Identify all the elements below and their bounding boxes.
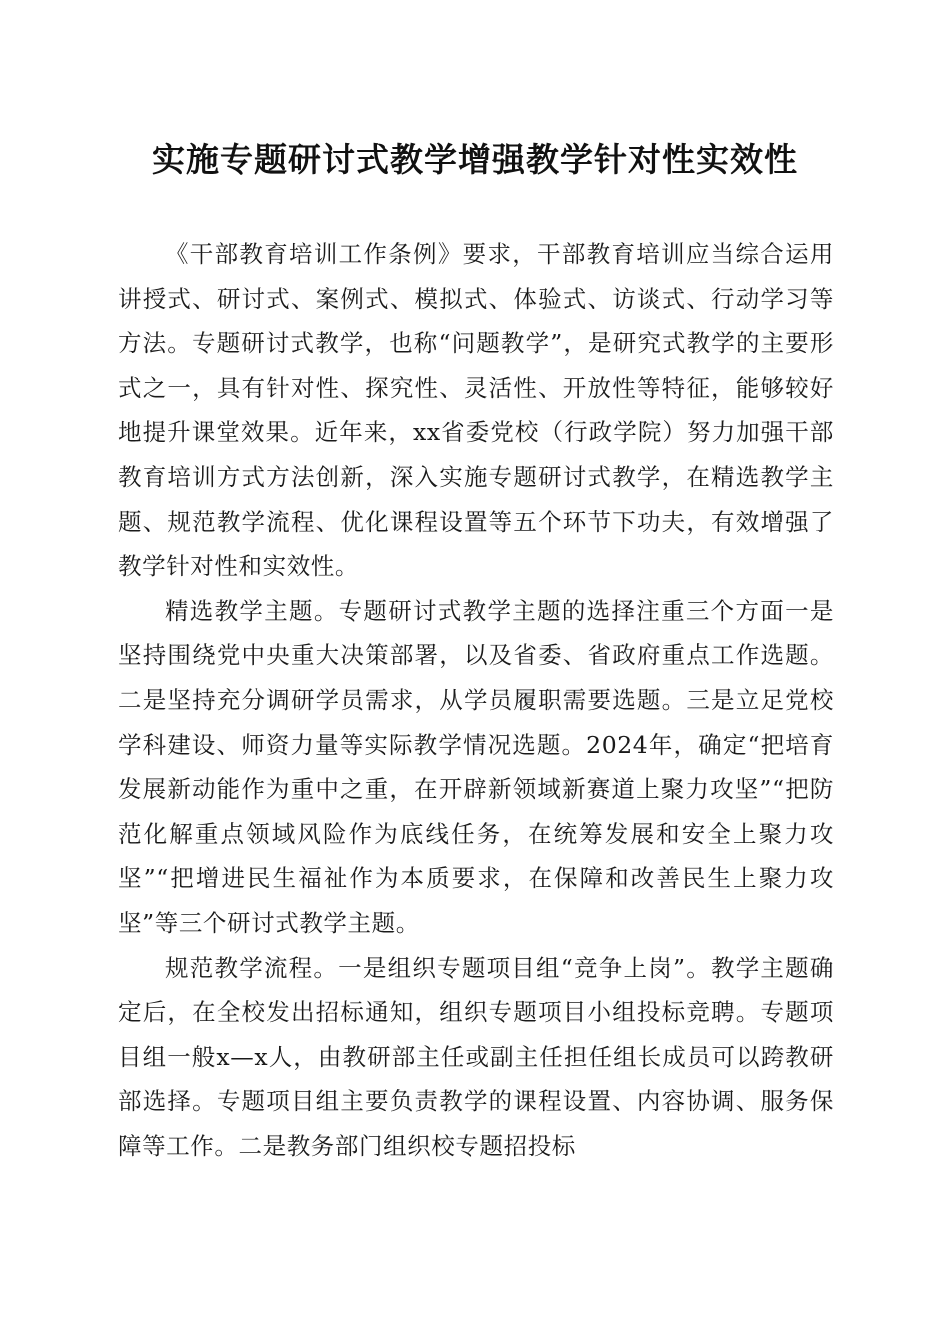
paragraph-standardize-process: 规范教学流程。一是组织专题项目组“竞争上岗”。教学主题确定后，在全校发出招标通知，组织专题项目小组投标竞聘。专题项目组一般x—x人，由教研部主任或副主任担任组长成员可以跨教研部选择。专题项目组主要负责教学的课程设置、内容协调、服务保障等工作。二是教务部门组织校专题招投标 — [118, 953, 834, 1160]
paragraph-intro: 《干部教育培训工作条例》要求，干部教育培训应当综合运用讲授式、研讨式、案例式、模拟式、体验式、访谈式、行动学习等方法。专题研讨式教学，也称“问题教学”，是研究式教学的主要形式之一，具有针对性、探究性、灵活性、开放性等特征，能够较好地提升课堂效果。近年来，xx省委党校（行政学院）努力加强干部教育培训方式方法创新，深入实施专题研讨式教学，在精选教学主题、规范教学流程、优化课程设置等五个环节下功夫，有效增强了教学针对性和实效性。 — [118, 240, 834, 581]
document-body — [118, 232, 834, 1168]
paragraph-select-topics: 精选教学主题。专题研讨式教学主题的选择注重三个方面一是坚持围绕党中央重大决策部署，以及省委、省政府重点工作选题。二是坚持充分调研学员需求，从学员履职需要选题。三是立足党校学科建设、师资力量等实际教学情况选题。2024年，确定“把培育发展新动能作为重中之重，在开辟新领域新赛道上聚力攻坚”“把防范化解重点领域风险作为底线任务，在统筹发展和安全上聚力攻坚”“把增进民生福祉作为本质要求，在保障和改善民生上聚力攻坚”等三个研讨式教学主题。 — [118, 596, 834, 937]
document-title: 实施专题研讨式教学增强教学针对性实效性 — [152, 140, 798, 179]
